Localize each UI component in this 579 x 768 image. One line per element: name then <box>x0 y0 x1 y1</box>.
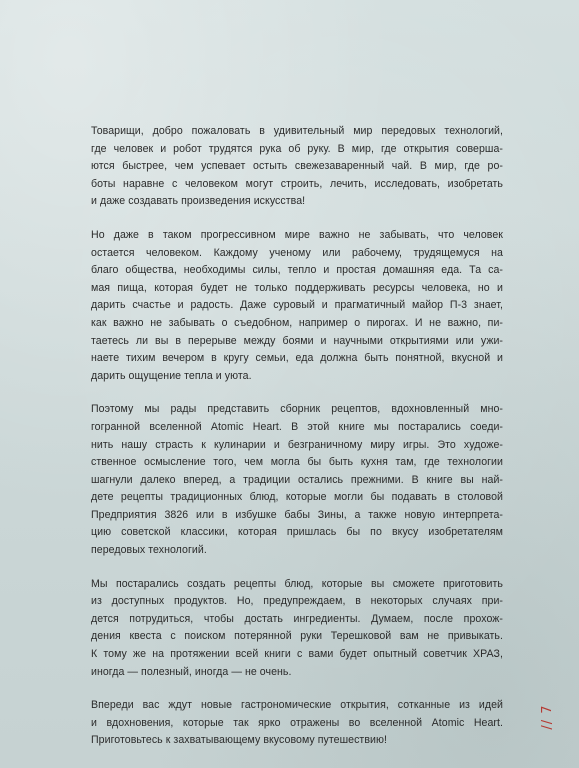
paragraph-outro <box>91 697 503 750</box>
text-line: наете тихим вечером в кругу семьи, еда должна быть понятной, вкусной и <box>91 352 503 365</box>
text-line: как важно не забывать о съедобном, например о пирогах. И не важно, пи- <box>91 316 503 329</box>
text-line: благо общества, необходимы силы, тепло и простая домашняя еда. Та са- <box>91 264 503 277</box>
text-line: Мы постарались создать рецепты блюд, которые вы сможете приготовить <box>91 577 503 590</box>
text-line: боты наравне с человеком могут строить, лечить, исследовать, изобретать <box>91 177 503 190</box>
text-line: нить нашу страсть к кулинарии и безграничному миру игры. Это художе- <box>91 438 503 451</box>
body-text <box>91 123 503 766</box>
paragraph-intro <box>91 123 503 211</box>
text-line: и даже создавать произведения искусства! <box>91 195 306 208</box>
text-line: Поэтому мы рады представить сборник рецептов, вдохновленный мно- <box>91 403 503 416</box>
text-line: мая пища, которая будет не только поддерживать ресурсы человека, но и <box>91 281 503 294</box>
text-line: Впереди вас ждут новые гастрономические открытия, сотканные из идей <box>91 699 503 712</box>
text-line: где человек и робот трудятся рука об руку. В мир, где открытия соверша- <box>91 142 503 155</box>
text-line: ются быстрее, чем успевает остыть свежезаваренный чай. В мир, где ро- <box>91 160 503 173</box>
page-number: // 7 <box>540 704 555 730</box>
text-line: из доступных продуктов. Но, предупреждаем, в некоторых случаях при- <box>91 595 503 608</box>
text-line: остается человеком. Каждому ученому или рабочему, трудящемуся на <box>91 246 503 259</box>
text-line: дения квеста с поиском потерянной руки Терешковой вам не привыкать. <box>91 630 503 643</box>
text-line: дарить ощущение тепла и уюта. <box>91 369 252 382</box>
text-line: К тому же на протяжении всей книги с вами будет опытный советчик ХРАЗ, <box>91 648 503 661</box>
text-line: Но даже в таком прогрессивном мире важно не забывать, что человек <box>91 228 503 241</box>
text-line: цию советской классики, которая пришлась бы по вкусу изобретателям <box>91 526 503 539</box>
text-line: иногда — полезный, иногда — не очень. <box>91 665 292 678</box>
text-line: Товарищи, добро пожаловать в удивительный мир передовых технологий, <box>91 125 503 137</box>
text-line: дарить счастье и радость. Даже суровый и прагматичный майор П-3 знает, <box>91 299 503 312</box>
text-line: дете рецепты традиционных блюд, которые могли бы подавать в столовой <box>91 491 503 504</box>
paragraph-recipes <box>91 576 503 682</box>
text-line: Предприятия 3826 или в избушке бабы Зины, а также новую интерпрета- <box>91 508 503 521</box>
text-line: дется потрудиться, чтобы достать ингредиенты. Думаем, после прохож- <box>91 612 503 625</box>
text-line: шагнули далеко вперед, а традиции остались прежними. В книге вы най- <box>91 473 503 486</box>
text-line: гогранной вселенной Atomic Heart. В этой книге мы постарались соеди- <box>91 420 503 433</box>
text-line: Приготовьтесь к захватывающему вкусовому путешествию! <box>91 734 387 747</box>
paragraph-human <box>91 227 503 385</box>
text-line: ственное осмысление того, чем могла бы быть кухня там, где технологии <box>91 456 503 469</box>
text-line: таетесь ли вы в перерыве между боями и научными открытиями или ужи- <box>91 334 503 347</box>
text-line: и вдохновения, которые так ярко отражены во вселенной Atomic Heart. <box>91 716 503 729</box>
text-line: передовых технологий. <box>91 544 207 557</box>
paragraph-cookbook <box>91 401 503 559</box>
